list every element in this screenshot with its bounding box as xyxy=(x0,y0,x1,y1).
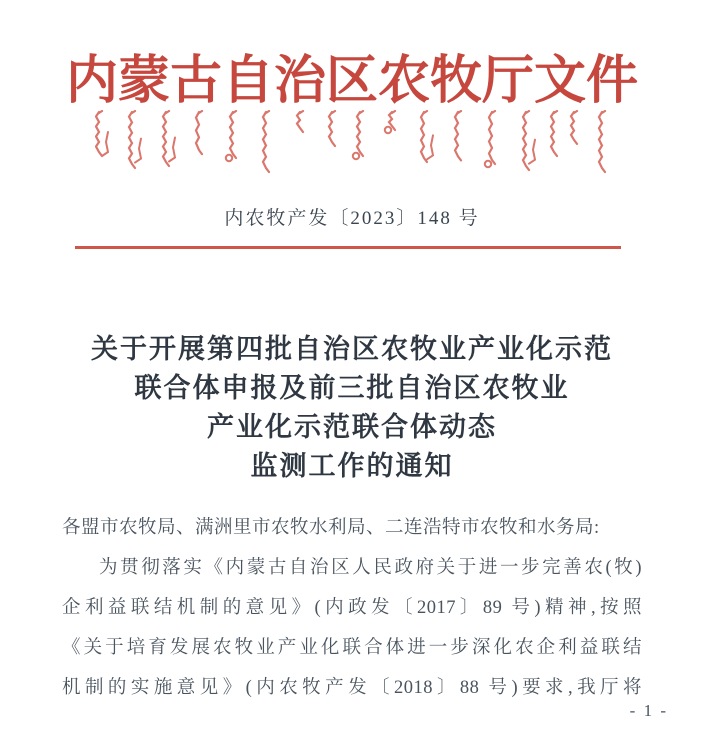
body-text xyxy=(62,508,642,708)
mongolian-script-row xyxy=(95,110,607,180)
headline-line-3: 产业化示范联合体动态 xyxy=(207,412,497,442)
document-headline xyxy=(0,330,704,486)
page-number: - 1 - xyxy=(629,701,668,720)
body-line: 为贯彻落实《内蒙古自治区人民政府关于进一步完善农(牧) xyxy=(99,558,642,578)
headline-line-4: 监测工作的通知 xyxy=(250,451,454,481)
red-divider-rule xyxy=(75,246,621,249)
doc-number: 内农牧产发〔2023〕148 号 xyxy=(224,208,480,229)
body-line: 《关于培育发展农牧业产业化联合体进一步深化农企利益联结 xyxy=(62,638,642,658)
headline-line-1: 关于开展第四批自治区农牧业产业化示范 xyxy=(91,334,613,364)
body-line: 企利益联结机制的意见》(内政发〔2017〕89 号)精神,按照 xyxy=(62,598,642,618)
body-line: 机制的实施意见》(内农牧产发〔2018〕88 号)要求,我厅将 xyxy=(62,678,642,698)
masthead-title: 内蒙古自治区农牧厅文件 xyxy=(65,53,638,110)
headline-line-2: 联合体申报及前三批自治区农牧业 xyxy=(134,373,570,403)
salutation-line: 各盟市农牧局、满洲里市农牧水利局、二连浩特市农牧和水务局: xyxy=(62,518,600,538)
